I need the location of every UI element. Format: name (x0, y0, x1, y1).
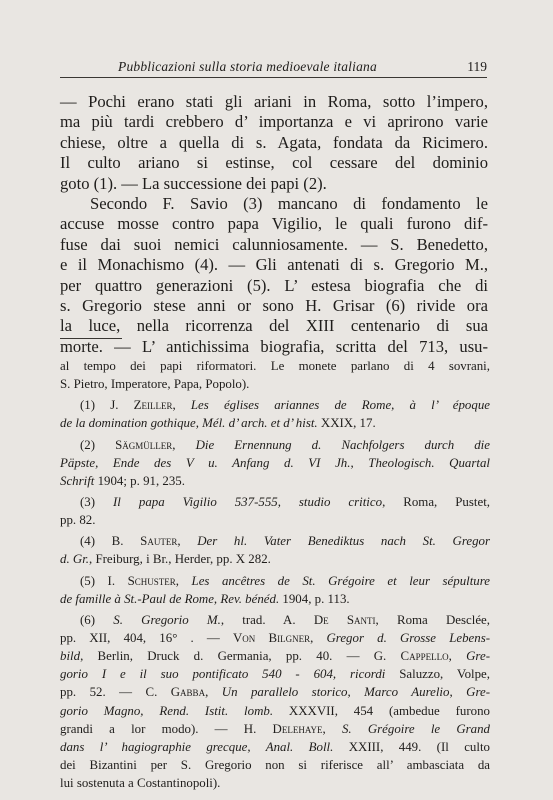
footnote-6-line: grandi a lor modo). — H. Delehaye, S. Grégoire le Grand (60, 721, 490, 736)
running-header (60, 59, 487, 78)
text-line: accuse mosse contro papa Vigilio, le quali furono dif- (60, 214, 488, 234)
text-line: chiese, oltre a quella di s. Agata, fondata da Ricimero. (60, 132, 488, 152)
footnote-6-line: gorio I e il suo pontificato 540 - 604, ricordi Saluzzo, Volpe, (60, 667, 490, 682)
text-line: la luce, nella ricorrenza del XIII centenario di sua (60, 316, 488, 336)
text-line: e il Monachismo (4). — Gli antenati di s. Gregorio M., (60, 255, 488, 275)
footnote-6-line: dans l’ hagiographie grecque, Anal. Boll. XXIII, 449. (Il culto (60, 739, 490, 754)
text-line: ma più tardi crebbero d’ importanza e vi aprirono varie (60, 112, 488, 132)
footnote-continuation-line: al tempo dei papi riformatori. Le monete parlano di 4 sovrani, (60, 359, 490, 373)
page-number: 119 (467, 59, 487, 74)
text-line: goto (1). — La successione dei papi (2). (60, 173, 327, 193)
footnote-continuation-line: S. Pietro, Imperatore, Papa, Popolo). (60, 377, 250, 392)
text-line: fuse dai suoi nemici calunniosamente. — S. Benedetto, (60, 234, 488, 254)
footnote-2: (2) Sägmüller, Die Ernennung d. Nachfolgers durch die (80, 437, 490, 452)
text-line: morte. — L’ antichissima biografia, scritta del 713, usu- (60, 336, 488, 356)
footnote-6-line: bild, Berlin, Druck d. Germania, pp. 40. — G. Cappello, Gre- (60, 649, 490, 664)
footnote-6-line: pp. 52. — C. Gabba, Un parallelo storico, Marco Aurelio, Gre- (60, 685, 490, 700)
footnote-3: (3) Il papa Vigilio 537-555, studio critico, Roma, Pustet, (80, 494, 490, 509)
footnote-6-line: gorio Magno, Rend. Istit. lomb. XXXVII, 454 (ambedue furono (60, 703, 490, 718)
footnote-5-line: de famille à St.-Paul de Rome, Rev. bénéd. 1904, p. 113. (60, 591, 350, 606)
footnote-1: (1) J. Zeiller, Les églises ariannes de Rome, à l’ époque (80, 398, 490, 413)
footnote-6-line: lui sostenuta a Costantinopoli). (60, 776, 221, 791)
footnote-4: (4) B. Sauter, Der hl. Vater Benediktus nach St. Gregor (80, 534, 491, 549)
text-line: per quattro generazioni (5). L’ estesa biografia che di (60, 275, 488, 295)
text-line: — Pochi erano stati gli ariani in Roma, sotto l’impero, (60, 92, 488, 111)
footnote-6: (6) S. Gregorio M., trad. A. De Santi, Roma Desclée, (80, 612, 491, 627)
footnote-4-line: d. Gr., Freiburg, i Br., Herder, pp. X 282. (60, 552, 271, 567)
footnote-rule (60, 338, 122, 339)
text-line: s. Gregorio stese anni or sono H. Grisar (6) rivide ora (60, 295, 488, 315)
main-text (60, 92, 488, 357)
footnote-2-line: Schrift 1904; p. 91, 235. (60, 473, 185, 488)
text-line: Secondo F. Savio (3) mancano di fondamento le (90, 193, 488, 213)
footnote-6-line: dei Bizantini per S. Gregorio non si riferisce all’ ambasciata da (60, 757, 490, 772)
footnote-5: (5) I. Schuster, Les ancêtres de St. Grégoire et leur sépulture (80, 573, 491, 588)
running-title: Pubblicazioni sulla storia medioevale italiana (118, 59, 377, 74)
footnote-6-line: pp. XII, 404, 16° . — Von Bilgner, Gregor d. Grosse Lebens- (60, 630, 491, 645)
footnotes (60, 357, 490, 792)
text-line: Il culto ariano si estinse, col cessare del dominio (60, 153, 488, 173)
footnote-3-line: pp. 82. (60, 513, 96, 528)
footnote-2-line: Päpste, Ende des V u. Anfang d. VI Jh., Theologisch. Quartal (60, 455, 490, 470)
footnote-1-line: de la domination gothique, Mél. d’ arch. et d’ hist. XXIX, 17. (60, 416, 376, 431)
